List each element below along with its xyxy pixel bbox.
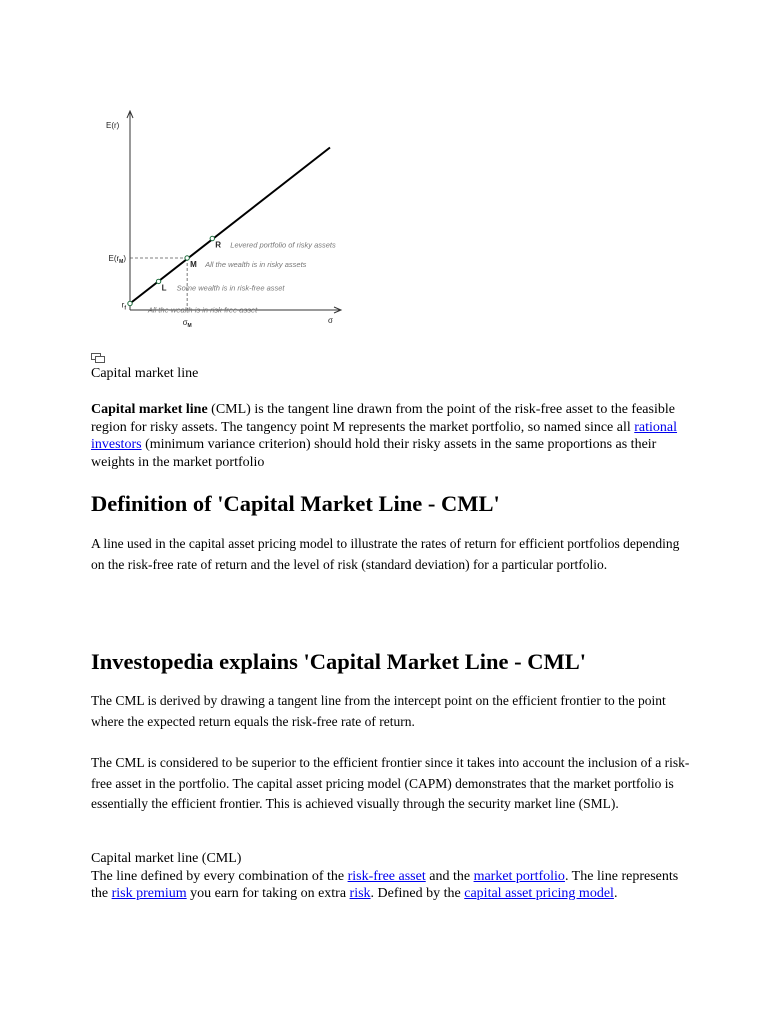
glossary-text-2: and the: [425, 868, 474, 884]
glossary-text-6: .: [613, 886, 618, 901]
portfolio-point-r: [210, 236, 214, 240]
explains-paragraph-1: The CML is derived by drawing a tangent line from the intercept point on the efficient frontier to the point where the expected return equals the risk-free rate of return.: [91, 693, 666, 729]
risk-premium-link[interactable]: risk premium: [111, 886, 187, 901]
rational-investors-link[interactable]: rational investors: [91, 419, 678, 452]
intro-term: Capital market line: [91, 402, 208, 417]
point-note-1: All the wealth is in risky assets: [205, 260, 307, 269]
point-label-r: R: [215, 240, 222, 250]
glossary-entry: [91, 850, 691, 903]
glossary-text-4: you earn for taking on extra: [186, 886, 350, 901]
x-axis-label: σ: [328, 316, 333, 325]
definition-heading: Definition of 'Capital Market Line - CML': [91, 491, 500, 516]
intro-text-2: (minimum variance criterion) should hold their risky assets in the same proportions as their weights in the market portfolio: [91, 437, 657, 470]
portfolio-point-m: [185, 256, 189, 260]
glossary-definition: [91, 868, 691, 903]
market-portfolio-link[interactable]: market portfolio: [473, 868, 565, 884]
glossary-text-1: The line defined by every combination of the: [91, 868, 348, 884]
glossary-title: Capital market line (CML): [91, 851, 242, 866]
explains-paragraph-2: The CML is considered to be superior to the efficient frontier since it takes into account the inclusion of a risk-free asset in the portfolio. The capital asset pricing model (CAPM) demonstrates that the market portfolio is essentially the efficient frontier. This is achieved visually through the security market line (SML).: [91, 755, 690, 811]
image-placeholder-icon: [91, 353, 105, 363]
risk-free-asset-link[interactable]: risk-free asset: [347, 868, 426, 884]
glossary-text-3: . The line represents the: [91, 868, 679, 901]
point-label-l: L: [161, 283, 167, 293]
capm-link[interactable]: capital asset pricing model: [464, 886, 614, 901]
definition-text: A line used in the capital asset pricing model to illustrate the rates of return for efficient portfolios depending on the risk-free rate of return and the level of risk (standard deviation) for a particular portfolio.: [91, 536, 680, 572]
x-tick-market-risk: $\sigma_M$: [182, 318, 192, 329]
explains-heading: Investopedia explains 'Capital Market Line - CML': [91, 649, 587, 674]
portfolio-point-l: [156, 279, 160, 283]
y-tick-risk-free: $r_f$: [121, 300, 126, 312]
point-note-3: All the wealth is in risk-free asset: [148, 305, 258, 315]
point-note-2: Some wealth is in risk-free asset: [176, 283, 285, 293]
y-axis-label: E(r): [106, 121, 120, 130]
y-tick-market-return: $E(r_M)$: [108, 254, 126, 265]
figure-caption: Capital market line: [91, 366, 199, 381]
portfolio-point-rf: [128, 301, 132, 305]
cml-chart: [96, 110, 356, 335]
intro-paragraph: [91, 401, 691, 471]
glossary-text-5: . Defined by the: [370, 886, 465, 901]
point-note-0: Levered portfolio of risky assets: [230, 240, 336, 250]
intro-text-1: (CML) is the tangent line drawn from the point of the risk-free asset to the feasible region for risky assets. The tangency point M represents the market portfolio, so named since all: [91, 402, 675, 435]
risk-link[interactable]: risk: [349, 886, 371, 901]
point-label-m: M: [190, 260, 197, 269]
